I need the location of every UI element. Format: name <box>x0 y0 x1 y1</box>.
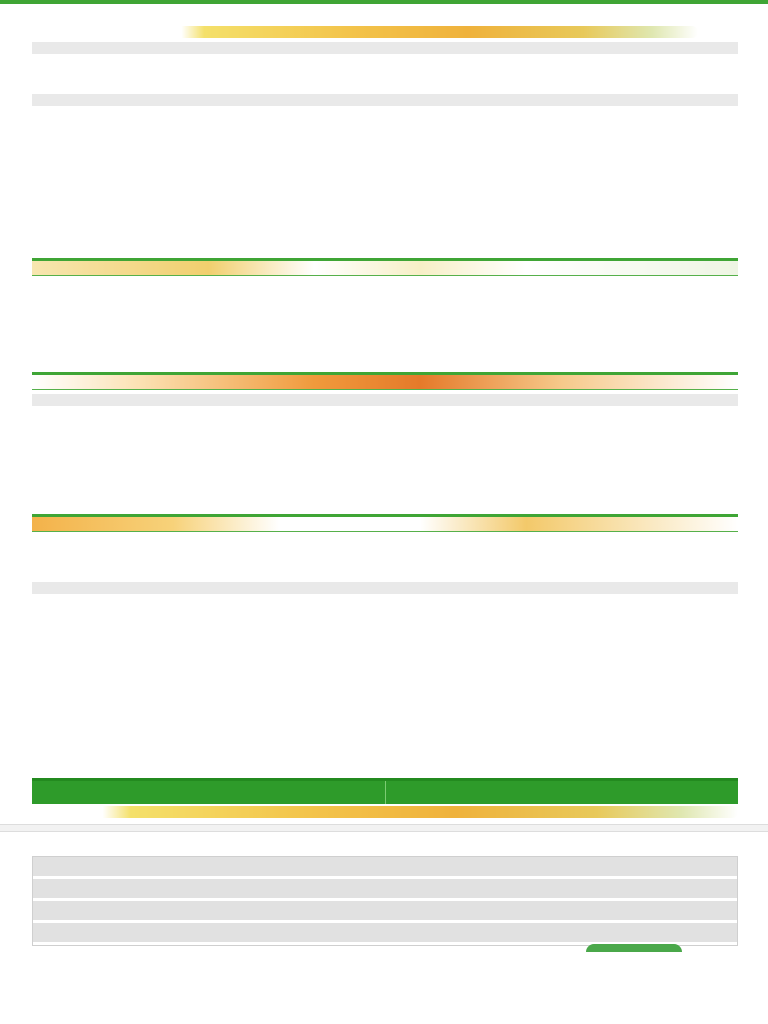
text-line <box>32 554 738 564</box>
page-title <box>32 10 738 24</box>
page-content <box>32 10 738 818</box>
hero-banner <box>124 26 698 38</box>
section-body <box>32 142 738 258</box>
text-line <box>88 672 738 682</box>
text-line <box>88 596 738 606</box>
text-line <box>32 144 738 154</box>
text-line <box>32 154 738 164</box>
text-line <box>32 490 738 500</box>
text-line <box>32 408 738 418</box>
text-line <box>88 662 738 672</box>
text-line <box>88 702 738 712</box>
footer-column <box>32 781 386 804</box>
text-line <box>88 692 738 702</box>
text-line <box>32 164 738 174</box>
footer-banner <box>32 806 738 818</box>
text-line <box>32 728 738 738</box>
text-line <box>32 534 738 544</box>
text-line <box>88 652 738 662</box>
decorative-banner <box>32 375 738 389</box>
list-item[interactable] <box>33 923 737 945</box>
section-body <box>32 422 738 488</box>
text-line <box>88 606 738 616</box>
section-heading <box>32 94 738 106</box>
text-line <box>88 682 738 692</box>
text-line <box>88 474 738 484</box>
text-line <box>32 358 738 368</box>
text-line <box>32 194 738 204</box>
list-title <box>32 836 738 852</box>
text-line <box>32 288 738 298</box>
text-line <box>32 244 738 254</box>
section-body <box>32 54 738 90</box>
list-panel <box>32 836 738 952</box>
text-line <box>88 626 738 636</box>
section-body <box>32 594 738 650</box>
page-separator <box>0 824 768 832</box>
section-body <box>32 532 738 578</box>
section-body <box>32 650 738 716</box>
top-accent-bar <box>0 0 768 4</box>
section-body <box>32 406 738 422</box>
text-line <box>32 500 738 510</box>
text-line <box>32 308 738 318</box>
section-heading <box>32 394 738 406</box>
text-line <box>88 444 738 454</box>
scroll-to-top-button[interactable] <box>586 944 682 952</box>
list-item[interactable] <box>33 901 737 923</box>
text-line <box>32 738 738 748</box>
list-item[interactable] <box>33 879 737 901</box>
section-body <box>32 488 738 514</box>
text-line <box>32 758 738 768</box>
footer-column <box>386 781 739 804</box>
text-line <box>88 128 738 138</box>
text-line <box>32 718 738 728</box>
text-line <box>32 214 738 224</box>
decorative-banner <box>32 261 738 275</box>
site-footer <box>32 778 738 804</box>
text-line <box>88 424 738 434</box>
section-heading <box>32 42 738 54</box>
section-heading <box>32 582 738 594</box>
text-line <box>32 234 738 244</box>
text-line <box>32 348 738 358</box>
text-line <box>32 748 738 758</box>
text-line <box>88 108 738 118</box>
text-line <box>32 204 738 214</box>
text-line <box>32 56 738 66</box>
section-body <box>32 276 738 372</box>
text-line <box>32 328 738 338</box>
text-line <box>32 278 738 288</box>
text-line <box>32 76 738 86</box>
text-line <box>88 434 738 444</box>
text-line <box>32 174 738 184</box>
text-line <box>88 616 738 626</box>
decorative-banner <box>32 517 738 531</box>
list <box>32 856 738 946</box>
text-line <box>32 224 738 234</box>
text-line <box>88 636 738 646</box>
text-line <box>32 298 738 308</box>
text-line <box>88 454 738 464</box>
text-line <box>32 544 738 554</box>
text-line <box>32 66 738 76</box>
section-divider <box>32 389 738 390</box>
list-item[interactable] <box>33 857 737 879</box>
text-line <box>32 564 738 574</box>
section-body <box>32 716 738 772</box>
section-body <box>32 106 738 142</box>
text-line <box>32 318 738 328</box>
text-line <box>88 464 738 474</box>
text-line <box>32 338 738 348</box>
text-line <box>32 184 738 194</box>
text-line <box>88 118 738 128</box>
